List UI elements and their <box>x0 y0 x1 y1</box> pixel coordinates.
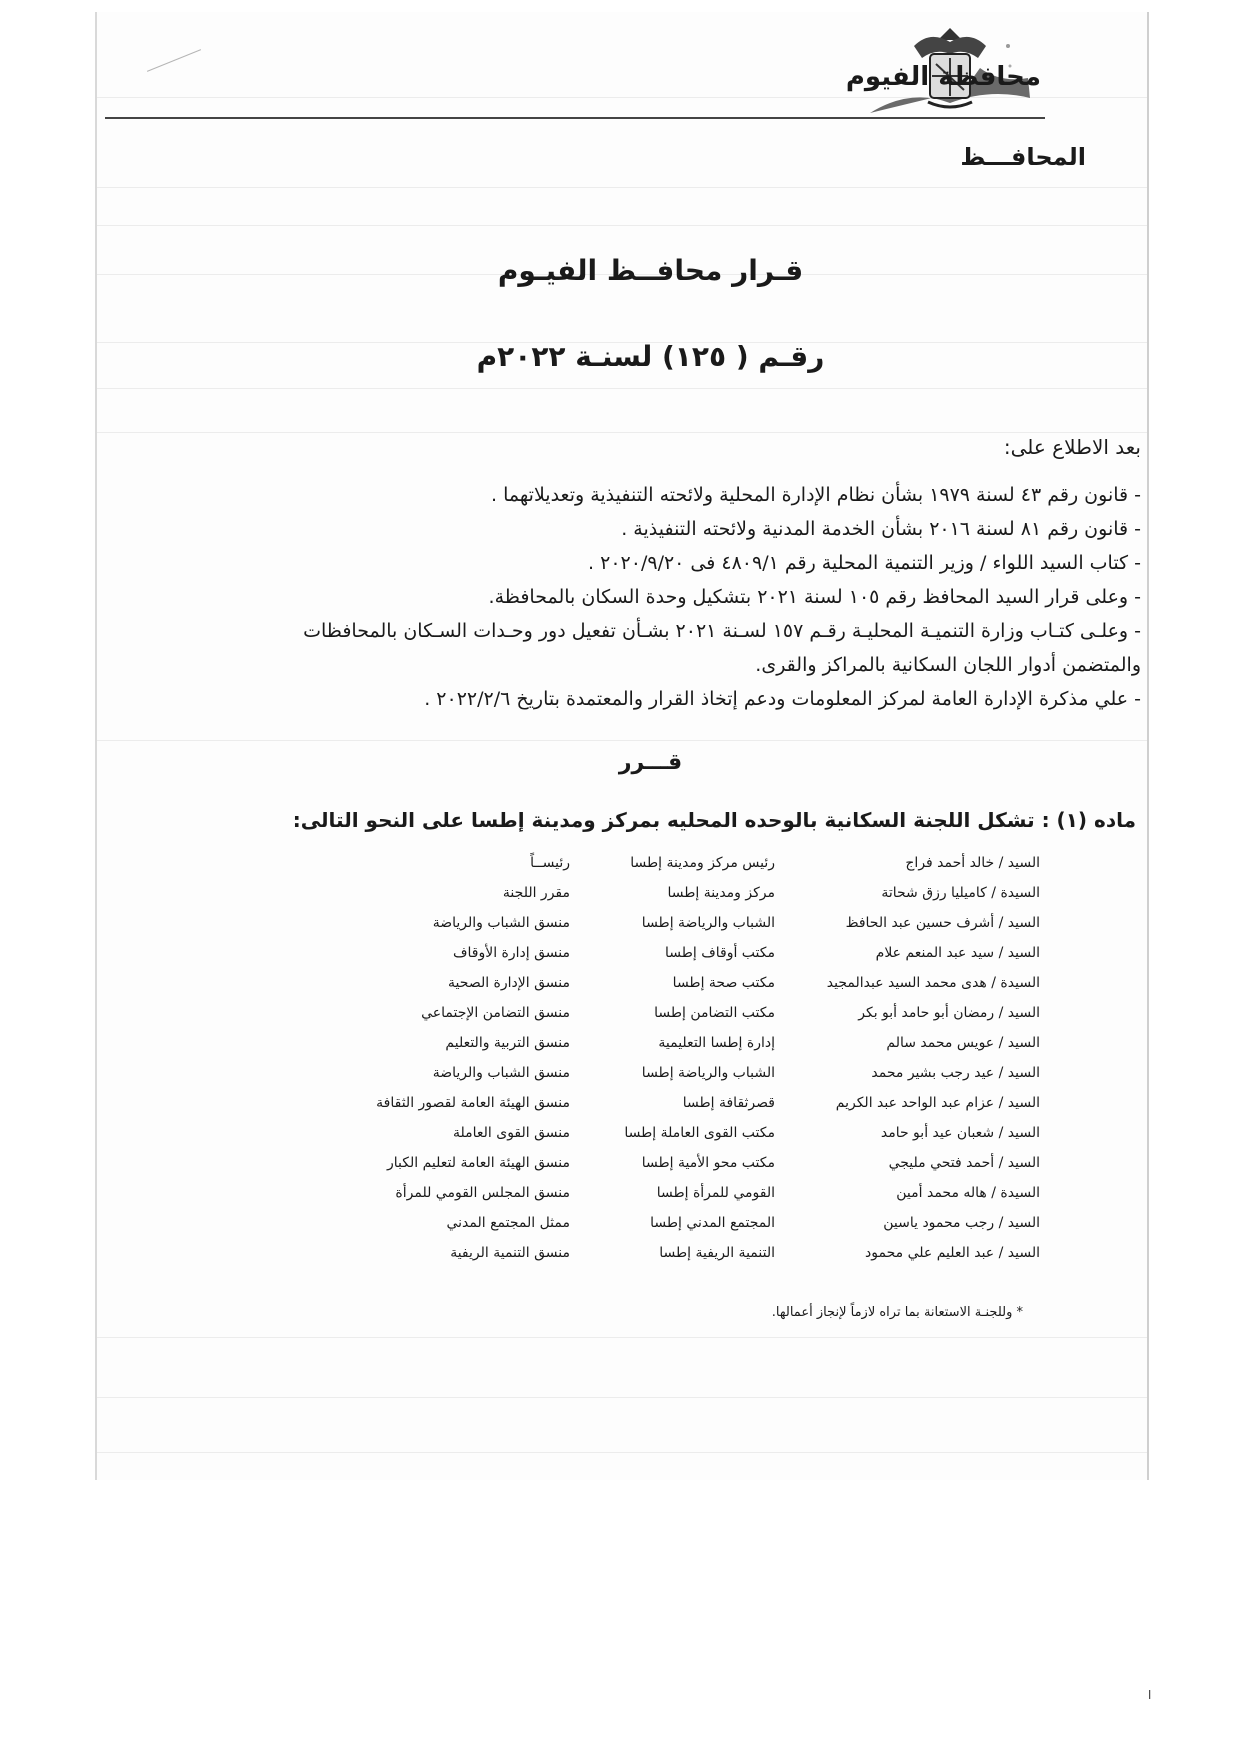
decision-number: رقـم ( ١٢٥) لسنـة ٢٠٢٢م <box>476 340 825 373</box>
member-role: منسق التنمية الريفية <box>450 1245 570 1261</box>
member-role: منسق الإدارة الصحية <box>448 975 570 991</box>
member-row <box>240 1185 1040 1215</box>
member-organization: الشباب والرياضة إطسا <box>641 1065 775 1081</box>
page-mark: ا <box>1148 1688 1152 1702</box>
member-organization: قصرثقافة إطسا <box>682 1095 775 1111</box>
member-name: السيد / عبد العليم علي محمود <box>865 1245 1040 1261</box>
member-role: منسق التربية والتعليم <box>445 1035 570 1051</box>
member-row <box>240 1065 1040 1095</box>
member-name: السيد / أحمد فتحي مليجي <box>888 1155 1040 1171</box>
member-name: السيد / رجب محمود ياسين <box>883 1215 1040 1231</box>
member-row <box>240 1005 1040 1035</box>
member-organization: مكتب القوى العاملة إطسا <box>624 1125 775 1141</box>
member-role: مقرر اللجنة <box>502 885 570 901</box>
preamble-item: - وعلى قرار السيد المحافظ رقم ١٠٥ لسنة ٢٠٢١ بتشكيل وحدة السكان بالمحافظة. <box>488 586 1141 608</box>
decided-heading: قـــرر <box>618 750 683 775</box>
member-name: السيد / عزام عبد الواحد عبد الكريم <box>835 1095 1040 1111</box>
member-name: السيد / شعبان عيد أبو حامد <box>880 1125 1040 1141</box>
member-role: منسق الشباب والرياضة <box>432 915 570 931</box>
member-name: السيد / عويس محمد سالم <box>886 1035 1040 1051</box>
member-role: منسق الهيئة العامة لقصور الثقافة <box>376 1095 570 1111</box>
member-organization: مكتب محو الأمية إطسا <box>641 1155 775 1171</box>
member-row <box>240 1245 1040 1275</box>
member-row <box>240 945 1040 975</box>
member-name: السيد / عيد رجب بشير محمد <box>871 1065 1040 1081</box>
member-row <box>240 885 1040 915</box>
member-name: السيدة / كاميليا رزق شحاتة <box>881 885 1040 901</box>
member-row <box>240 855 1040 885</box>
decision-title: قـرار محافــظ الفيـوم <box>497 254 804 287</box>
member-organization: مكتب صحة إطسا <box>672 975 775 991</box>
member-role: منسق القوى العاملة <box>452 1125 570 1141</box>
member-role: منسق المجلس القومي للمرأة <box>395 1185 570 1201</box>
preamble-intro: بعد الاطلاع على: <box>1003 435 1141 459</box>
preamble-item: - علي مذكرة الإدارة العامة لمركز المعلومات ودعم إتخاذ القرار والمعتمدة بتاريخ ٢٠٢٢/٢/٦ . <box>424 688 1141 710</box>
member-organization: مكتب أوقاف إطسا <box>664 945 775 961</box>
member-row <box>240 1155 1040 1185</box>
preamble-item: - قانون رقم ٤٣ لسنة ١٩٧٩ بشأن نظام الإدارة المحلية ولائحته التنفيذية وتعديلاتهما . <box>491 484 1141 506</box>
member-role: منسق إدارة الأوقاف <box>452 945 570 961</box>
preamble-item: - وعلـى كتـاب وزارة التنميـة المحليـة رقـم ١٥٧ لسـنة ٢٠٢١ بشـأن تفعيل دور وحـدات السـكان بالمحافظات والمتضمن أدوار اللجان السكانية بالمراكز والقرى. <box>303 620 1141 676</box>
member-organization: مركز ومدينة إطسا <box>667 885 775 901</box>
member-name: السيد / أشرف حسين عبد الحافظ <box>845 915 1040 931</box>
member-name: السيد / خالد أحمد فراج <box>905 855 1040 871</box>
member-role: رئيســاً <box>530 855 570 871</box>
preamble-list <box>221 478 1141 716</box>
member-organization: المجتمع المدني إطسا <box>650 1215 775 1231</box>
member-organization: مكتب التضامن إطسا <box>654 1005 775 1021</box>
member-row <box>240 1035 1040 1065</box>
governorate-name: محافظة الفيوم <box>845 62 1041 92</box>
member-row <box>240 1125 1040 1155</box>
header-divider <box>105 117 1045 119</box>
preamble-item: - قانون رقم ٨١ لسنة ٢٠١٦ بشأن الخدمة المدنية ولائحته التنفيذية . <box>621 518 1141 540</box>
member-row <box>240 915 1040 945</box>
member-name: السيدة / هاله محمد أمين <box>896 1185 1040 1201</box>
member-organization: إدارة إطسا التعليمية <box>658 1035 775 1051</box>
committee-footnote: * وللجنـة الاستعانة بما تراه لازماً لإنجاز أعمالها. <box>771 1305 1023 1320</box>
preamble-item: - كتاب السيد اللواء / وزير التنمية المحلية رقم ٤٨٠٩/١ فى ٢٠٢٠/٩/٢٠ . <box>588 552 1141 574</box>
member-row <box>240 1095 1040 1125</box>
article-one: ماده (١) : تشكل اللجنة السكانية بالوحده المحليه بمركز ومدينة إطسا على النحو التالى: <box>292 808 1136 832</box>
member-organization: رئيس مركز ومدينة إطسا <box>630 855 775 871</box>
member-name: السيد / رمضان أبو حامد أبو بكر <box>858 1005 1040 1021</box>
member-organization: الشباب والرياضة إطسا <box>641 915 775 931</box>
member-organization: القومي للمرأة إطسا <box>656 1185 775 1201</box>
member-row <box>240 975 1040 1005</box>
office-title: المحافـــظ <box>960 143 1086 171</box>
member-role: ممثل المجتمع المدني <box>446 1215 570 1231</box>
member-row <box>240 1215 1040 1245</box>
member-name: السيد / سيد عبد المنعم علام <box>875 945 1040 961</box>
member-role: منسق التضامن الإجتماعي <box>421 1005 570 1021</box>
member-name: السيدة / هدى محمد السيد عبدالمجيد <box>826 975 1040 991</box>
member-role: منسق الشباب والرياضة <box>432 1065 570 1081</box>
member-role: منسق الهيئة العامة لتعليم الكبار <box>387 1155 570 1171</box>
member-organization: التنمية الريفية إطسا <box>659 1245 775 1261</box>
